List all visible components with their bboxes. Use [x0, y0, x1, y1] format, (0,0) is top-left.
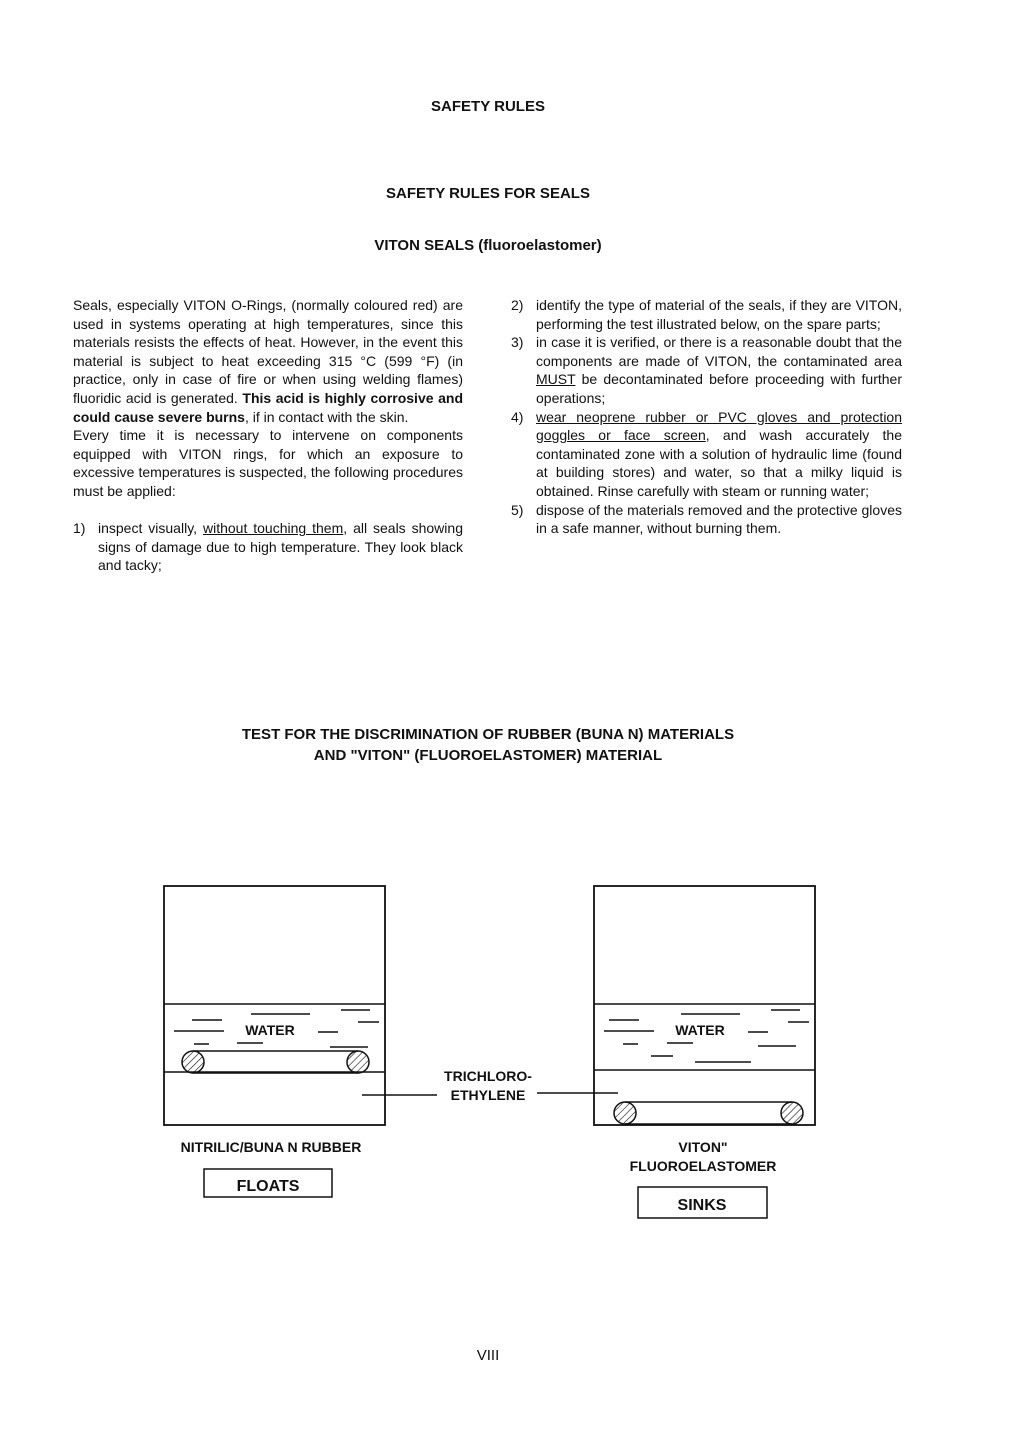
step-4: 4) wear neoprene rubber or PVC gloves and protection goggles or face screen, and wash accurately the contaminated zone with a solution of hydraulic lime (found at building stores) and water, so that a milky liquid is obtained. Rinse carefully with steam or running water; — [511, 408, 903, 499]
procedure-intro: Every time it is necessary to intervene on components equipped with VITON rings, for which an exposure to excessive temperatures is suspected, the following procedures must be applied: — [73, 427, 463, 499]
sinks-result: SINKS — [677, 1197, 727, 1214]
trichloroethylene-label-line1: TRICHLORO- — [444, 1068, 532, 1084]
step-2: 2) identify the type of material of the seals, if they are VITON, performing the test illustrated below, on the spare parts; — [511, 297, 902, 332]
step-1: 1) inspect visually, without touching them, all seals showing signs of damage due to high temperature. They look black and tacky; — [73, 520, 463, 574]
sunken-seal — [614, 1102, 803, 1124]
test-title: TEST FOR THE DISCRIMINATION OF RUBBER (BUNA N) MATERIALS AND "VITON" (FLUOROELASTOMER) MATERIAL — [241, 726, 735, 764]
floating-seal — [182, 1051, 369, 1073]
left-beaker — [164, 886, 385, 1125]
water-label-right: WATER — [675, 1022, 725, 1038]
page-number: VIII — [476, 1347, 500, 1364]
page-title: SAFETY RULES — [431, 98, 545, 115]
warning-text: This acid is highly corrosive and could cause severe burns — [73, 389, 464, 425]
right-caption-line1: VITON" — [678, 1139, 728, 1155]
right-beaker — [594, 886, 815, 1125]
step-3: 3) in case it is verified, or there is a reasonable doubt that the components are made of VITON, the contaminated area MUST be decontaminated before proceeding with further operations; — [511, 334, 902, 406]
water-label-left: WATER — [245, 1022, 295, 1038]
section-title: SAFETY RULES FOR SEALS — [386, 185, 590, 202]
left-caption: NITRILIC/BUNA N RUBBER — [180, 1139, 362, 1155]
right-caption-line2: FLUOROELASTOMER — [629, 1158, 777, 1174]
subsection-title: VITON SEALS (fluoroelastomer) — [374, 237, 602, 254]
trichloroethylene-label-line2: ETHYLENE — [450, 1087, 526, 1103]
intro-paragraph: Seals, especially VITON O-Rings, (normally coloured red) are used in systems operating at high temperatures, since this materials resists the effects of heat. However, in the event this material is subject to heat exceeding 315 °C (599 °F) (in practice, only in case of fire or when using welding flames) fluoridic acid is generated. This acid is highly corrosive and could cause severe burns, if in contact with the skin. — [73, 297, 464, 425]
floats-result: FLOATS — [236, 1178, 300, 1195]
step-5: 5) dispose of the materials removed and the protective gloves in a safe manner, without burning them. — [511, 501, 902, 537]
